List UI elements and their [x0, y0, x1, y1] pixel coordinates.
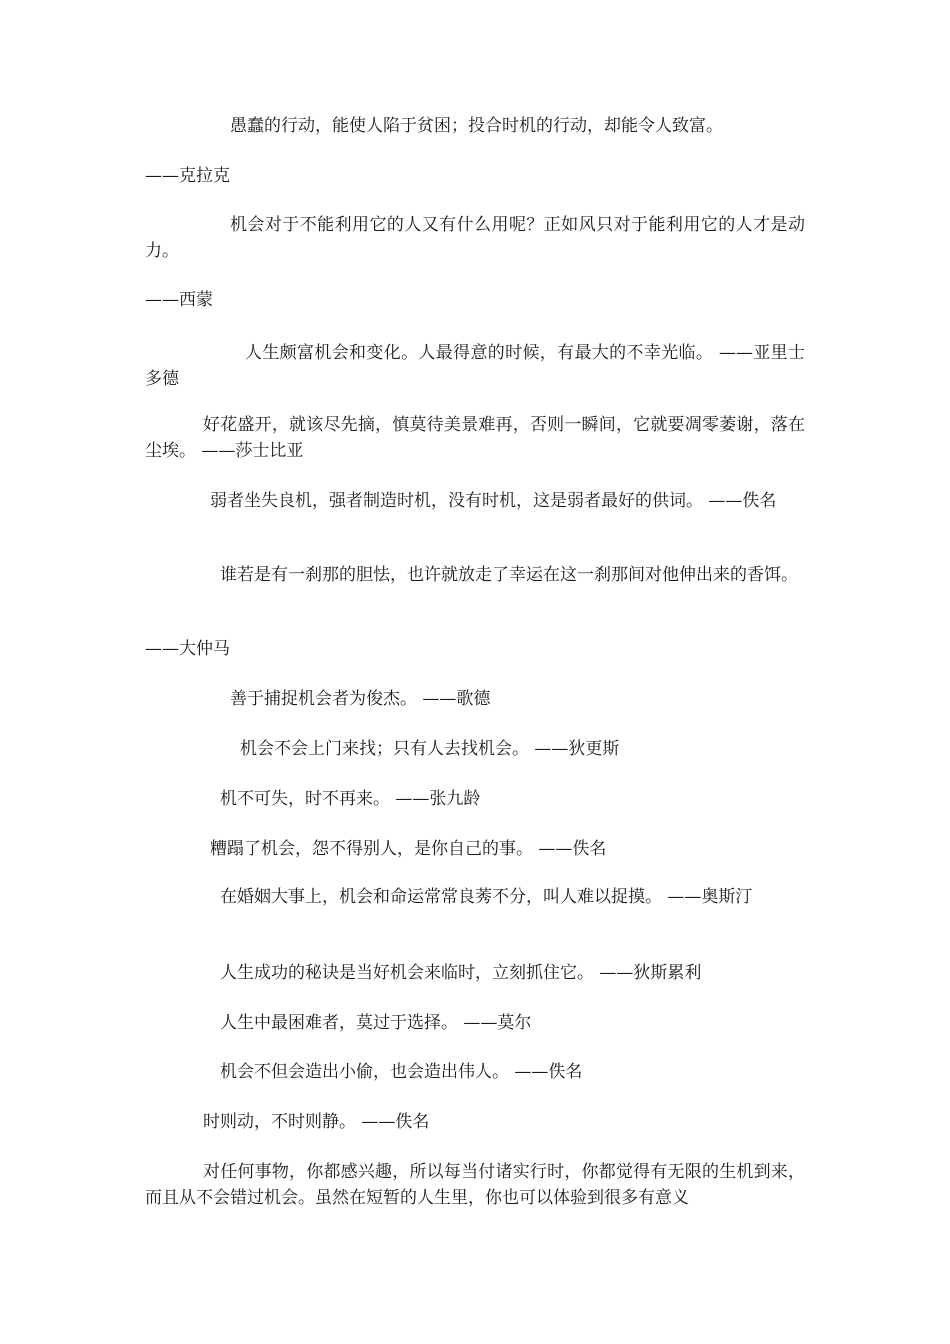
quote-dickens: 机会不会上门来找；只有人去找机会。 ——狄更斯 [240, 739, 620, 759]
quote-dumas-attribution: ——大仲马 [145, 639, 230, 659]
quote-anonymous-3: 机会不但会造出小偷，也会造出伟人。 ——佚名 [220, 1062, 583, 1082]
quote-simon-text: 机会对于不能利用它的人又有什么用呢？正如风只对于能利用它的人才是动力。 [145, 215, 805, 261]
quote-clark-attribution: ——克拉克 [145, 166, 230, 186]
quote-austen: 在婚姻大事上，机会和命运常常良莠不分，叫人难以捉摸。 ——奥斯汀 [220, 887, 753, 907]
quote-goethe: 善于捕捉机会者为俊杰。 ——歌德 [230, 689, 491, 709]
quote-aristotle: 人生颇富机会和变化。人最得意的时候，有最大的不幸光临。 ——亚里士多德 [145, 343, 805, 389]
quote-anonymous-1: 弱者坐失良机，强者制造时机，没有时机，这是弱者最好的供词。 ——佚名 [210, 491, 777, 511]
quote-anonymous-2: 糟蹋了机会，怨不得别人，是你自己的事。 ——佚名 [210, 839, 607, 859]
quote-shakespeare: 好花盛开，就该尽先摘，慎莫待美景难再，否则一瞬间，它就要凋零萎谢，落在尘埃。 ——莎士比亚 [145, 415, 805, 461]
quote-more: 人生中最困难者，莫过于选择。 ——莫尔 [220, 1013, 532, 1033]
quote-anonymous-4: 时则动，不时则静。 ——佚名 [203, 1112, 430, 1132]
quote-dumas-text: 谁若是有一刹那的胆怯，也许就放走了幸运在这一刹那间对他伸出来的香饵。 [220, 565, 798, 585]
quote-disraeli: 人生成功的秘诀是当好机会来临时，立刻抓住它。 ——狄斯累利 [220, 963, 702, 983]
quote-zhang-jiuling: 机不可失，时不再来。 ——张九龄 [220, 789, 481, 809]
closing-paragraph: 对任何事物，你都感兴趣，所以每当付诸实行时，你都觉得有无限的生机到来，而且从不会错过机会。虽然在短暂的人生里，你也可以体验到很多有意义 [145, 1162, 805, 1208]
quote-simon-attribution: ——西蒙 [145, 290, 213, 310]
quote-clark-text: 愚蠢的行动，能使人陷于贫困；投合时机的行动，却能令人致富。 [230, 116, 723, 136]
